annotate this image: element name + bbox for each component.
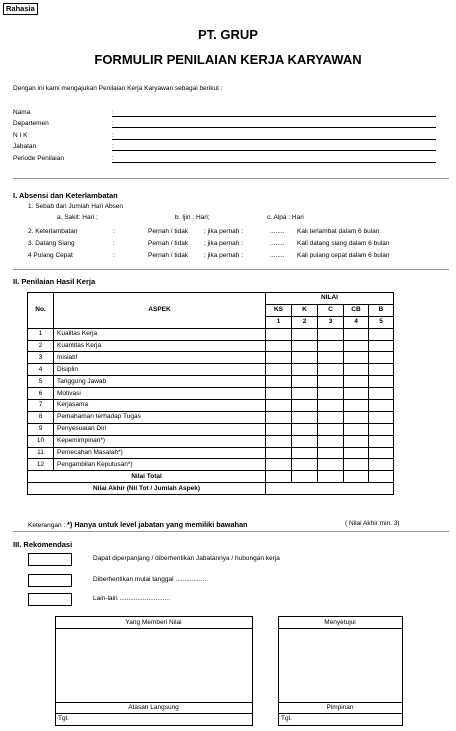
score-cell[interactable]	[369, 471, 394, 483]
grade-code: KS	[266, 304, 292, 316]
absence-sakit: a. Sakit: Hari ;	[57, 214, 98, 221]
attendance-label: 2. Keterlambatan	[28, 228, 78, 235]
row-number: 12	[28, 459, 54, 471]
score-cell[interactable]	[369, 388, 394, 400]
intro-text: Dengan ini kami mengajukan Penilaian Kerja Karyawan sebagai berikut :	[13, 85, 223, 92]
evaluation-table	[27, 292, 394, 495]
table-row	[28, 388, 394, 400]
score-cell[interactable]	[369, 435, 394, 447]
attendance-tail: Kali datang siang dalam 6 bulan	[297, 240, 390, 247]
score-cell[interactable]	[266, 352, 292, 364]
attendance-pernah: Pernah / tidak	[148, 240, 189, 247]
attendance-jika: ; jika pernah :	[204, 240, 244, 247]
col-header-no: No.	[28, 293, 54, 329]
grade-code: B	[369, 304, 394, 316]
row-number: 9	[28, 423, 54, 435]
score-cell[interactable]	[318, 352, 344, 364]
attendance-dots[interactable]: ........	[270, 228, 285, 235]
recommendation-checkbox-1[interactable]	[28, 553, 72, 566]
section1-heading: I. Absensi dan Keterlambatan	[13, 191, 118, 200]
row-aspect: Inisiatif	[54, 352, 266, 364]
attendance-tail: Kali pulang cepat dalam 6 bulan	[297, 252, 390, 259]
table-row	[28, 435, 394, 447]
absence-alpa: c. Alpa : Hari	[267, 214, 304, 221]
attendance-jika: ; jika pernah :	[204, 252, 244, 259]
absence-ijin: b. Ijin : Hari;	[175, 214, 210, 221]
table-row	[28, 376, 394, 388]
table-row	[28, 411, 394, 423]
score-cell[interactable]	[369, 423, 394, 435]
signature-date-assessor[interactable]: Tgl.	[58, 715, 69, 722]
score-cell[interactable]	[369, 411, 394, 423]
field-label-departemen: Departemen	[13, 120, 49, 127]
score-cell[interactable]	[266, 340, 292, 352]
recommendation-option-3: Lain-lain ............................	[93, 595, 170, 602]
field-line-departemen[interactable]	[112, 127, 436, 128]
row-aspect: Disiplin	[54, 364, 266, 376]
section-divider	[13, 269, 449, 270]
recommendation-checkbox-3[interactable]	[28, 593, 72, 606]
field-line-nama[interactable]	[112, 116, 436, 117]
score-cell[interactable]	[292, 471, 318, 483]
score-cell[interactable]	[318, 411, 344, 423]
row-number: 7	[28, 400, 54, 412]
score-cell[interactable]	[369, 328, 394, 340]
score-cell[interactable]	[369, 340, 394, 352]
section-divider	[13, 531, 449, 532]
score-cell[interactable]	[344, 364, 369, 376]
row-number: 1	[28, 328, 54, 340]
score-cell[interactable]	[318, 447, 344, 459]
final-row	[28, 483, 394, 495]
row-aspect: Pemahaman terhadap Tugas	[54, 411, 266, 423]
signature-divider	[55, 628, 252, 629]
score-cell[interactable]	[266, 447, 292, 459]
col-header-aspek: ASPEK	[54, 293, 266, 329]
field-colon: :	[112, 109, 114, 116]
attendance-dots[interactable]: ........	[270, 240, 285, 247]
signature-divider	[278, 702, 402, 703]
score-cell[interactable]	[292, 340, 318, 352]
score-cell[interactable]	[266, 388, 292, 400]
row-aspect: Kerjasama	[54, 400, 266, 412]
score-cell[interactable]	[266, 328, 292, 340]
grade-number: 5	[369, 316, 394, 328]
score-cell[interactable]	[292, 435, 318, 447]
score-cell[interactable]	[344, 388, 369, 400]
score-cell[interactable]	[344, 352, 369, 364]
attendance-colon: :	[113, 228, 115, 235]
score-cell[interactable]	[344, 376, 369, 388]
grade-number: 2	[292, 316, 318, 328]
final-label: Nilai Akhir (Nil Tot / Jumlah Aspek)	[28, 483, 266, 495]
section3-heading: III. Rekomendasi	[13, 540, 73, 549]
score-cell[interactable]	[318, 388, 344, 400]
row-aspect: Pengambilan Keputusan*)	[54, 459, 266, 471]
field-label-periode: Periode Penilaian	[13, 155, 64, 162]
score-cell[interactable]	[266, 459, 292, 471]
score-cell[interactable]	[266, 471, 292, 483]
score-cell[interactable]	[344, 471, 369, 483]
signature-divider	[278, 628, 402, 629]
score-cell[interactable]	[292, 352, 318, 364]
table-row	[28, 447, 394, 459]
score-cell[interactable]	[292, 411, 318, 423]
score-cell[interactable]	[292, 459, 318, 471]
recommendation-checkbox-2[interactable]	[28, 574, 72, 587]
signature-role-assessor: Atasan Langsung	[128, 704, 179, 711]
field-colon: :	[112, 120, 114, 127]
table-row	[28, 400, 394, 412]
note-min-score: ( Nilai Akhir min. 3)	[345, 520, 400, 527]
score-cell[interactable]	[369, 400, 394, 412]
table-row	[28, 423, 394, 435]
score-cell[interactable]	[292, 400, 318, 412]
row-aspect: Kepemimpinan*)	[54, 435, 266, 447]
signature-role-approver: Pimpinan	[326, 704, 354, 711]
row-aspect: Penyesuaian Diri	[54, 423, 266, 435]
score-cell[interactable]	[318, 471, 344, 483]
absence-reason-label: 1. Sebab dan Jumlah Hari Absen	[28, 203, 124, 210]
field-label-nik: N I K	[13, 132, 28, 139]
attendance-jika: ; jika pernah :	[204, 228, 244, 235]
form-title: FORMULIR PENILAIAN KERJA KARYAWAN	[94, 52, 362, 67]
field-colon: :	[112, 155, 114, 162]
score-cell[interactable]	[344, 459, 369, 471]
grade-number: 1	[266, 316, 292, 328]
final-score-cell[interactable]	[266, 483, 394, 495]
score-cell[interactable]	[344, 400, 369, 412]
signature-divider	[278, 713, 402, 714]
signature-divider	[55, 702, 252, 703]
score-cell[interactable]	[266, 364, 292, 376]
score-cell[interactable]	[292, 423, 318, 435]
field-line-periode[interactable]	[112, 162, 436, 163]
note-bold: *) Hanya untuk level jabatan yang memiliki bawahan	[67, 520, 248, 529]
table-row	[28, 340, 394, 352]
row-aspect: Motivasi	[54, 388, 266, 400]
score-cell[interactable]	[369, 352, 394, 364]
score-cell[interactable]	[318, 400, 344, 412]
grade-code: K	[292, 304, 318, 316]
score-cell[interactable]	[266, 376, 292, 388]
section-divider	[13, 178, 449, 179]
row-number: 11	[28, 447, 54, 459]
row-number: 8	[28, 411, 54, 423]
field-colon: :	[112, 143, 114, 150]
score-cell[interactable]	[266, 423, 292, 435]
score-cell[interactable]	[292, 376, 318, 388]
total-label: Nilai Total	[28, 471, 266, 483]
score-cell[interactable]	[369, 459, 394, 471]
row-number: 3	[28, 352, 54, 364]
signature-title-approver: Menyetujui	[324, 619, 356, 626]
row-number: 5	[28, 376, 54, 388]
table-row	[28, 459, 394, 471]
score-cell[interactable]	[318, 423, 344, 435]
attendance-pernah: Pernah / tidak	[148, 228, 189, 235]
score-cell[interactable]	[266, 411, 292, 423]
score-cell[interactable]	[369, 364, 394, 376]
company-name: PT. GRUP	[198, 27, 258, 42]
score-cell[interactable]	[266, 400, 292, 412]
score-cell[interactable]	[266, 435, 292, 447]
note-prefix: Keterangan :	[28, 522, 66, 529]
grade-code: CB	[344, 304, 369, 316]
score-cell[interactable]	[344, 423, 369, 435]
score-cell[interactable]	[318, 364, 344, 376]
score-cell[interactable]	[292, 447, 318, 459]
attendance-colon: :	[113, 240, 115, 247]
total-row	[28, 471, 394, 483]
grade-number: 3	[318, 316, 344, 328]
field-line-nik[interactable]	[112, 139, 436, 140]
field-label-nama: Nama	[13, 109, 31, 116]
score-cell[interactable]	[344, 328, 369, 340]
score-cell[interactable]	[344, 447, 369, 459]
score-cell[interactable]	[344, 411, 369, 423]
score-cell[interactable]	[318, 340, 344, 352]
row-number: 10	[28, 435, 54, 447]
attendance-label: 4 Pulang Cepat	[28, 252, 73, 259]
score-cell[interactable]	[318, 435, 344, 447]
row-number: 2	[28, 340, 54, 352]
row-aspect: Tanggung Jawab	[54, 376, 266, 388]
score-cell[interactable]	[292, 388, 318, 400]
signature-divider	[55, 713, 252, 714]
score-cell[interactable]	[318, 459, 344, 471]
table-row	[28, 352, 394, 364]
score-cell[interactable]	[369, 447, 394, 459]
attendance-label: 3. Datang Siang	[28, 240, 75, 247]
score-cell[interactable]	[344, 435, 369, 447]
grade-number: 4	[344, 316, 369, 328]
score-cell[interactable]	[318, 376, 344, 388]
score-cell[interactable]	[344, 340, 369, 352]
score-cell[interactable]	[318, 328, 344, 340]
row-number: 4	[28, 364, 54, 376]
section2-heading: II. Penilaian Hasil Kerja	[13, 277, 96, 286]
field-colon: :	[112, 132, 114, 139]
recommendation-option-1: Dapat diperpanjang / diberhentikan Jabatannya / hubungan kerja	[93, 555, 280, 562]
signature-title-assessor: Yang Memberi Nilai	[125, 619, 182, 626]
score-cell[interactable]	[369, 376, 394, 388]
attendance-dots[interactable]: ........	[270, 252, 285, 259]
score-cell[interactable]	[292, 364, 318, 376]
row-aspect: Pemecahan Masalah*)	[54, 447, 266, 459]
signature-date-approver[interactable]: Tgl.	[281, 715, 292, 722]
attendance-pernah: Pernah / tidak	[148, 252, 189, 259]
row-aspect: Kualitas Kerja	[54, 328, 266, 340]
confidential-badge: Rahasia	[3, 3, 38, 15]
row-number: 6	[28, 388, 54, 400]
grade-code: C	[318, 304, 344, 316]
table-note	[28, 520, 248, 529]
table-row	[28, 328, 394, 340]
score-cell[interactable]	[292, 328, 318, 340]
recommendation-option-2: Diberhentikan mulai tanggal ..................	[93, 576, 208, 583]
field-line-jabatan[interactable]	[112, 150, 436, 151]
attendance-tail: Kali terlambat dalam 6 bulan	[297, 228, 380, 235]
table-row	[28, 364, 394, 376]
col-header-nilai: NILAI	[266, 293, 394, 305]
attendance-colon: :	[113, 252, 115, 259]
field-label-jabatan: Jabatan	[13, 143, 37, 150]
row-aspect: Kuantitas Kerja	[54, 340, 266, 352]
